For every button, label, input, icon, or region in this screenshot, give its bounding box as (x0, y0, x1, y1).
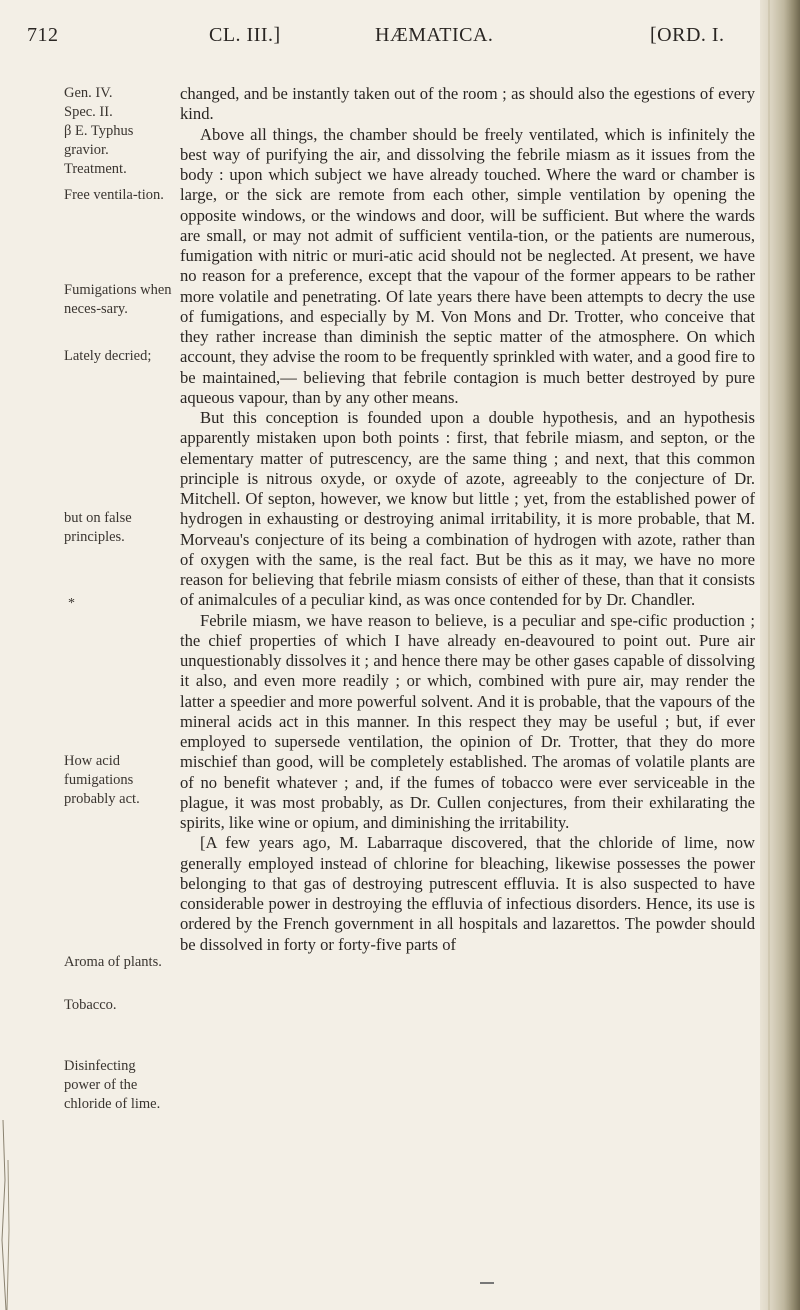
margin-note-aroma-plants: Aroma of plants. (64, 954, 162, 970)
margin-asterisk: * (68, 596, 75, 611)
scratch-marks (0, 1120, 12, 1310)
paragraph: [A few years ago, M. Labarraque discovered, that the chloride of lime, now generally employed instead of chlorine for bleaching, likewise possesses the power belonging to that gas of destroying putrescent effluvia. It is also suspected to have considerable power in destroying the effluvia of infectious disorders. Hence, its use is ordered by the French government in all hospitals and lazarettos. The powder should be dissolved in forty or forty-five parts of (180, 833, 755, 954)
running-header (0, 24, 760, 54)
margin-note-tobacco: Tobacco. (64, 997, 117, 1013)
bottom-dash-mark (480, 1282, 494, 1284)
page-number: 712 (27, 24, 59, 46)
class-label: CL. III.] (209, 24, 281, 46)
page-edge-shadow (760, 0, 800, 1310)
body-text (180, 84, 755, 955)
margin-note-false-principles: but on false principles. (64, 510, 132, 545)
margin-note-variety: β E. Typhus gravior. (64, 123, 134, 158)
margin-note-treatment: Treatment. (64, 161, 127, 177)
margin-note-lately-decried: Lately decried; (64, 348, 152, 364)
margin-note-fumigations: Fumigations when neces-sary. (64, 282, 172, 317)
margin-note-genus: Gen. IV. (64, 85, 113, 101)
order-label: [ORD. I. (650, 24, 725, 46)
margin-note-disinfecting: Disinfecting power of the chloride of lime. (64, 1058, 161, 1112)
margin-note-acid-fumigations: How acid fumigations probably act. (64, 753, 140, 807)
edge-streak (768, 0, 770, 1310)
running-title: HÆMATICA. (375, 24, 494, 46)
paragraph: Febrile miasm, we have reason to believe, is a peculiar and spe-cific production ; the chief properties of which I have already en-deavoured to point out. Pure air unquestionably dissolves it ; and hence there may be other gases capable of dissolving it also, and even more readily ; or which, combined with pure air, may render the latter a speedier and more powerful solvent. And it is probable, that the vapours of the mineral acids act in this manner. In this respect they may be useful ; but, if ever employed to supersede ventilation, the opinion of Dr. Trotter, that they do more mischief than good, will be completely established. The aromas of volatile plants are of no benefit whatever ; and, if the fumes of tobacco were ever serviceable in the plague, it was most probably, as Dr. Cullen conjectures, from their exhilarating the spirits, like wine or opium, and diminishing the irritability. (180, 610, 755, 832)
paragraph: But this conception is founded upon a double hypothesis, and an hypothesis apparently mistaken upon both points : first, that febrile miasm, and septon, or the elementary matter of putrescency, are the same thing ; and next, that this common principle is nitrous oxyde, or oxyde of azote, agreeably to the conjecture of Dr. Mitchell. Of septon, however, we know but little ; yet, from the established power of hydrogen in exhausting or destroying animal irritability, it is more probable, that M. Morveau's conjecture of its being a combination of hydrogen with azote, rather than of oxygen with the same, is the real fact. But be this as it may, we have no more reason for believing that febrile miasm consists of either of these, than that it consists of animalcules of a peculiar kind, as was once contended for by Dr. Chandler. (180, 408, 755, 610)
margin-note-species: Spec. II. (64, 104, 113, 120)
paragraph: Above all things, the chamber should be freely ventilated, which is infinitely the best way of purifying the air, and dissolving the febrile miasm as it issues from the body : upon which subject we have already touched. Where the ward or chamber is large, or the sick are remote from each other, simple ventilation by opening the opposite windows, or the windows and door, will be sufficient. But where the wards are small, or may not admit of sufficient ventila-tion, or the patients are numerous, fumigation with nitric or muri-atic acid should not be neglected. At present, we have no reason for a preference, except that the vapour of the former appears to be rather more volatile and penetrating. Of late years there have been attempts to decry the use of fumigations, and especially by M. Von Mons and Dr. Trotter, who conceive that they rather increase than diminish the septic matter of the atmosphere. On which account, they advise the room to be frequently sprinkled with water, and a good fire to be maintained,— believing that febrile contagion is much better destroyed by pure aqueous vapour, than by any other means. (180, 124, 755, 407)
paragraph: changed, and be instantly taken out of the room ; as should also the egestions of every kind. (180, 84, 755, 124)
margin-note-ventilation: Free ventila-tion. (64, 187, 164, 203)
